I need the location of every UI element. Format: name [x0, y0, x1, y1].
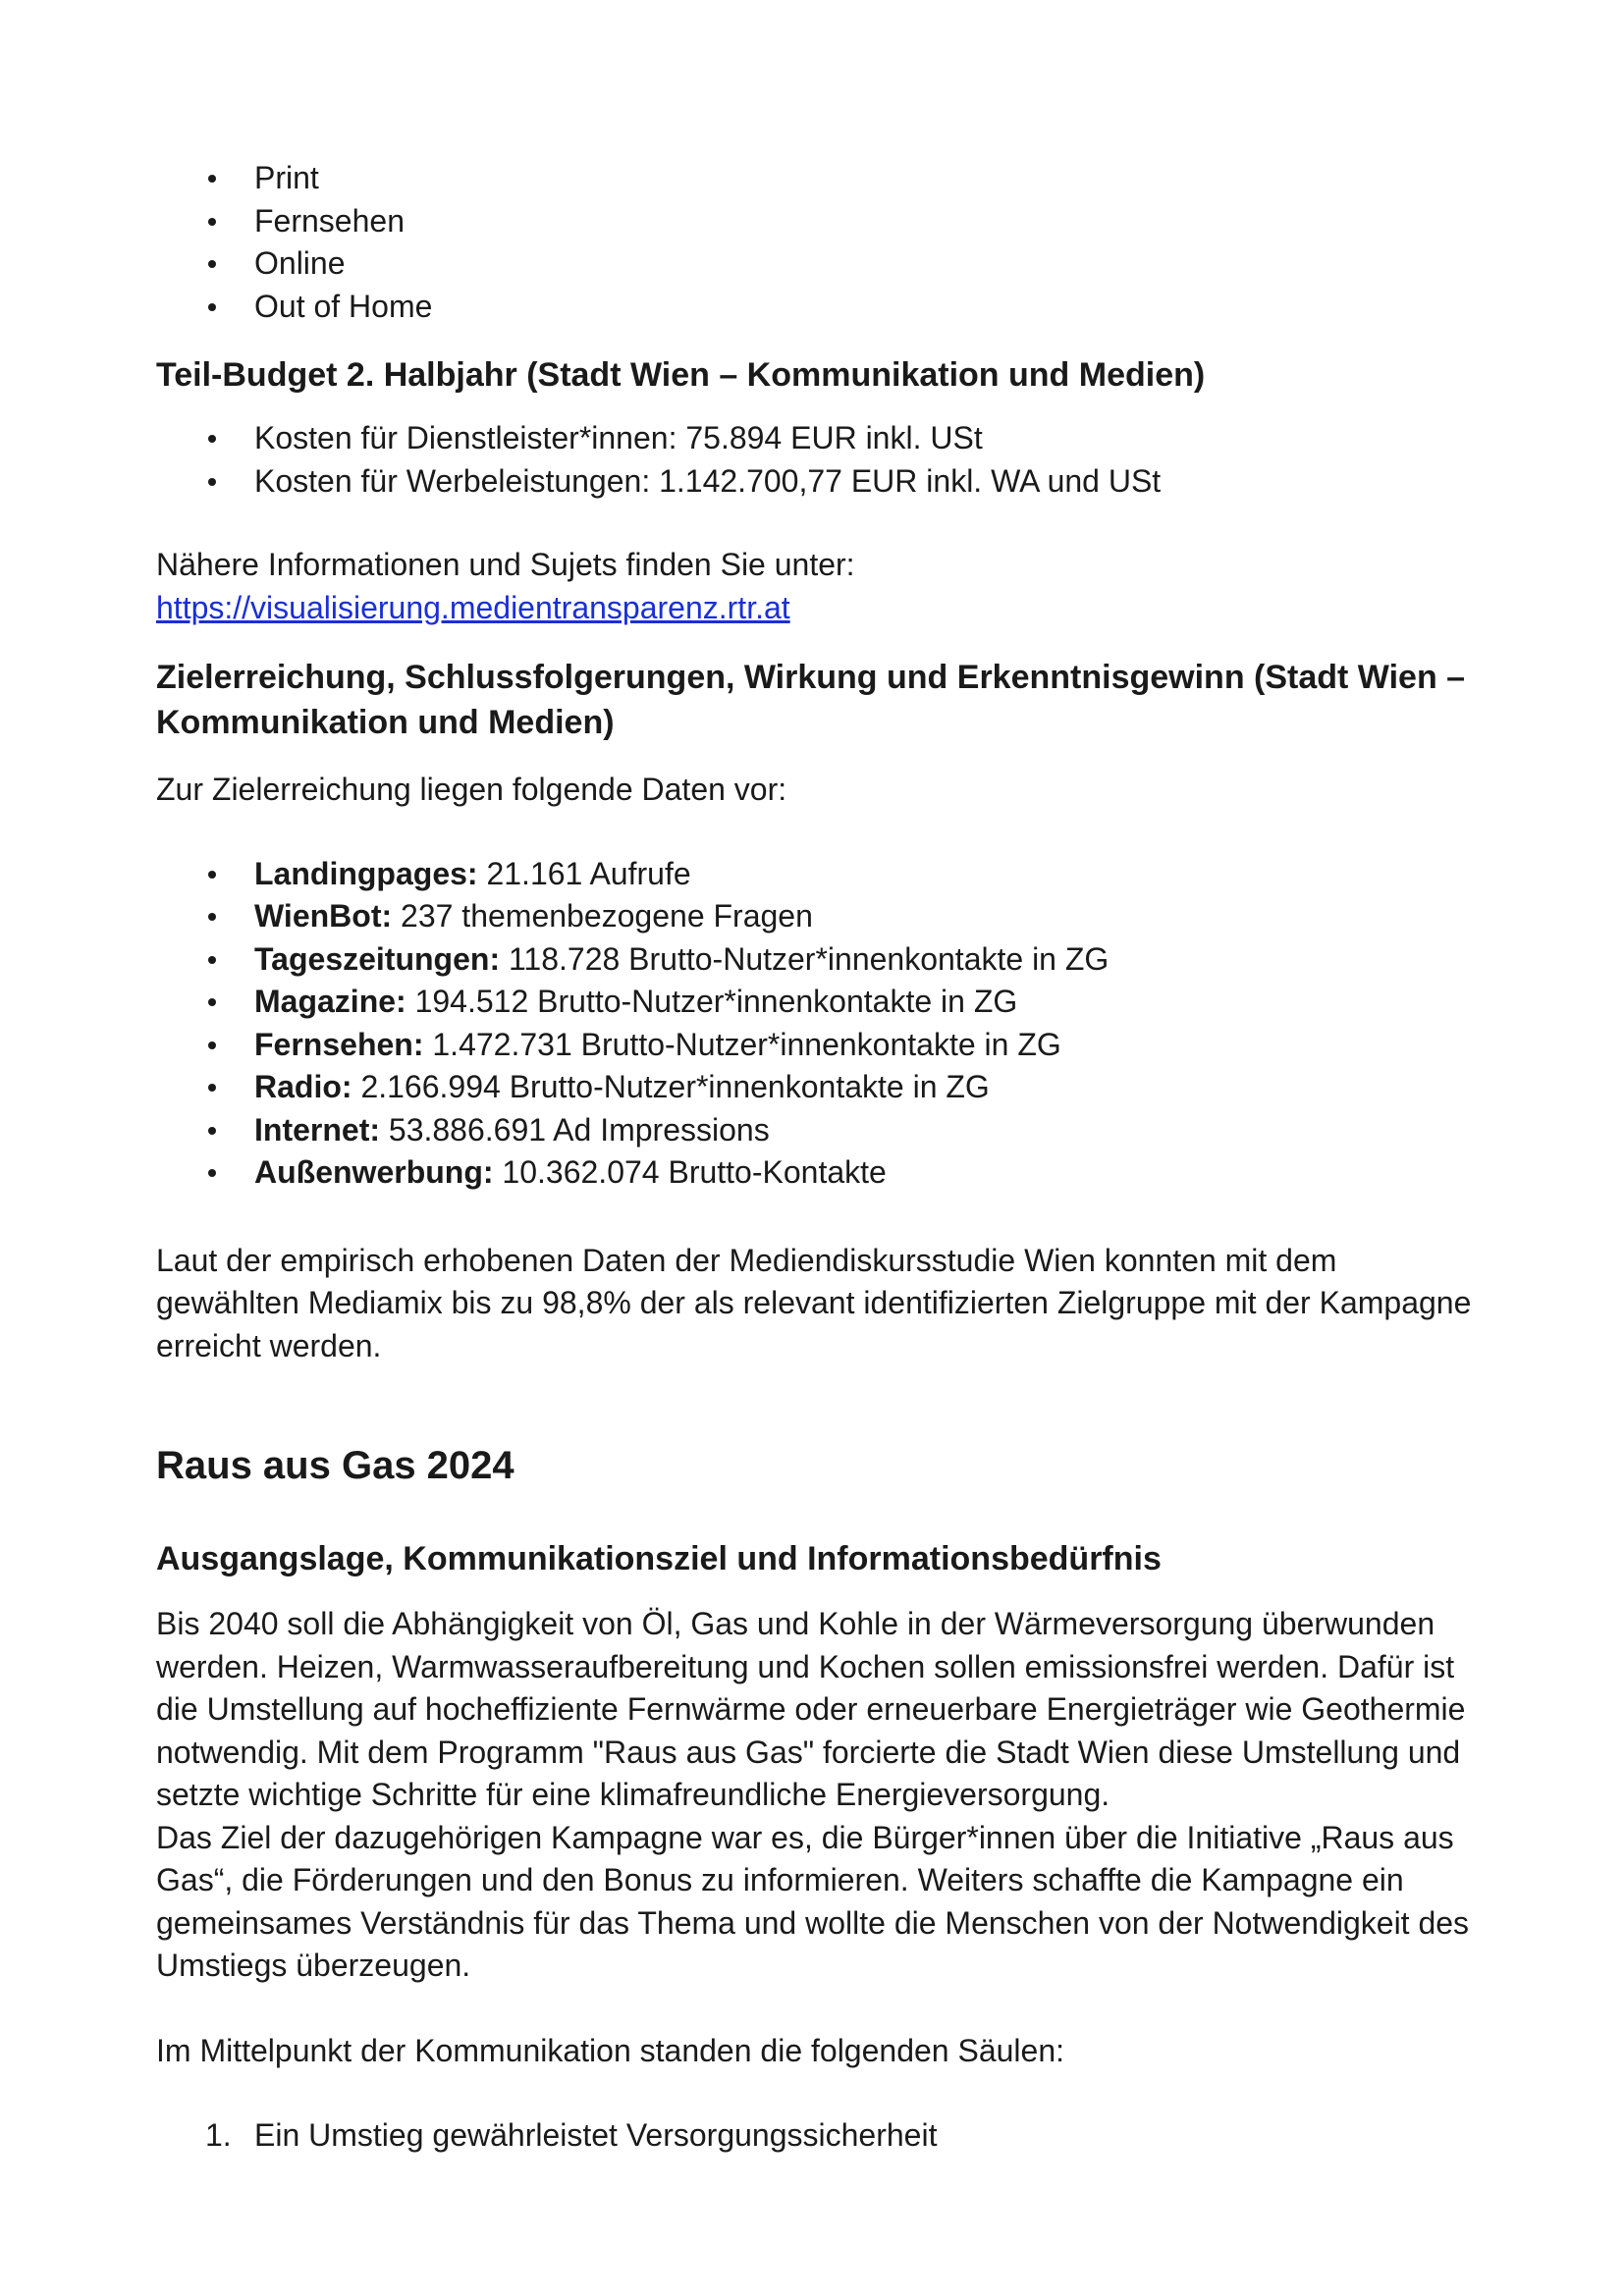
text-line: Gas“, die Förderungen und den Bonus zu informieren. Weiters schaffte die Kampagne ein [156, 1862, 1404, 1897]
list-number: 1. [205, 2117, 232, 2153]
text-line: Umstiegs überzeugen. [156, 1948, 471, 1983]
item-value: 237 themenbezogene Fragen [392, 898, 813, 934]
text-line: Laut der empirisch erhobenen Daten der Mediendiskursstudie Wien konnten mit dem [156, 1242, 1337, 1278]
item-value: 2.166.994 Brutto-Nutzer*innenkontakte in ZG [352, 1069, 990, 1104]
list-item [156, 853, 1477, 896]
budget-list [156, 417, 1477, 503]
list-item [156, 981, 1477, 1024]
goals-data-list [156, 853, 1477, 1195]
item-label: Tageszeitungen: [254, 940, 501, 977]
info-link-line [156, 587, 1477, 630]
item-label: Fernsehen: [254, 1026, 424, 1062]
media-channel-list [156, 157, 1477, 328]
goals-conclusion [156, 1240, 1477, 1368]
list-item [156, 1066, 1477, 1109]
goals-heading-line: Kommunikation und Medien) [156, 704, 615, 741]
item-value: 10.362.074 Brutto-Kontakte [493, 1154, 887, 1190]
list-item: Fernsehen [156, 200, 1477, 243]
info-text: Nähere Informationen und Sujets finden Sie unter: [156, 547, 855, 582]
goals-intro: Zur Zielerreichung liegen folgende Daten vor: [156, 772, 787, 807]
item-value: 53.886.691 Ad Impressions [380, 1111, 770, 1148]
item-label: Internet: [254, 1111, 380, 1148]
budget-heading: Teil-Budget 2. Halbjahr (Stadt Wien – Kommunikation und Medien) [156, 356, 1206, 394]
item-value: 118.728 Brutto-Nutzer*innenkontakte in ZG [500, 940, 1110, 977]
pillars-list [156, 2114, 1477, 2158]
page-content [156, 157, 1477, 2158]
text-line: Bis 2040 soll die Abhängigkeit von Öl, Gas und Kohle in der Wärmeversorgung überwunden [156, 1606, 1435, 1641]
list-item: Kosten für Werbeleistungen: 1.142.700,77 EUR inkl. WA und USt [156, 460, 1477, 504]
list-item: Out of Home [156, 286, 1477, 329]
list-item [156, 2114, 1477, 2158]
item-value: 1.472.731 Brutto-Nutzer*innenkontakte in ZG [423, 1026, 1061, 1062]
item-value: 21.161 Aufrufe [477, 855, 691, 891]
medientransparenz-link[interactable]: https://visualisierung.medientransparenz.rtr.at [156, 589, 790, 625]
raus-paragraph [156, 1603, 1477, 1988]
section-title: Raus aus Gas 2024 [156, 1444, 514, 1487]
list-item: Kosten für Dienstleister*innen: 75.894 EUR inkl. USt [156, 417, 1477, 460]
list-item [156, 895, 1477, 938]
list-item: Online [156, 242, 1477, 286]
item-label: Radio: [254, 1069, 352, 1104]
section-subheading: Ausgangslage, Kommunikationsziel und Informationsbedürfnis [156, 1540, 1162, 1577]
text-line: gemeinsames Verständnis für das Thema und wollte die Menschen von der Notwendigkeit des [156, 1904, 1470, 1941]
text-line: die Umstellung auf hocheffiziente Fernwärme oder erneuerbare Energieträger wie Geothermie [156, 1691, 1466, 1727]
item-label: WienBot: [254, 898, 393, 934]
list-item [156, 1109, 1477, 1152]
item-value: 194.512 Brutto-Nutzer*innenkontakte in ZG [406, 984, 1018, 1019]
text-line: notwendig. Mit dem Programm "Raus aus Gas" forcierte die Stadt Wien diese Umstellung und [156, 1734, 1461, 1770]
text-line: setzte wichtige Schritte für eine klimafreundliche Energieversorgung. [156, 1777, 1110, 1812]
list-item [156, 1151, 1477, 1195]
text-line: Das Ziel der dazugehörigen Kampagne war es, die Bürger*innen über die Initiative „Raus aus [156, 1819, 1454, 1855]
list-item [156, 1024, 1477, 1067]
pillars-intro: Im Mittelpunkt der Kommunikation standen die folgenden Säulen: [156, 2032, 1064, 2068]
text-line: erreicht werden. [156, 1327, 382, 1363]
goals-heading-line: Zielerreichung, Schlussfolgerungen, Wirkung und Erkenntnisgewinn (Stadt Wien – [156, 659, 1466, 696]
item-label: Landingpages: [254, 855, 478, 891]
list-item [156, 938, 1477, 982]
text-line: gewählten Mediamix bis zu 98,8% der als relevant identifizierten Zielgruppe mit der Kampagne [156, 1285, 1472, 1320]
goals-heading [156, 655, 1477, 745]
item-label: Magazine: [254, 984, 406, 1019]
item-label: Außenwerbung: [254, 1154, 494, 1190]
list-item: Print [156, 157, 1477, 200]
list-item-text: Ein Umstieg gewährleistet Versorgungssicherheit [254, 2117, 938, 2153]
text-line: werden. Heizen, Warmwasseraufbereitung und Kochen sollen emissionsfrei werden. Dafür ist [156, 1648, 1455, 1684]
